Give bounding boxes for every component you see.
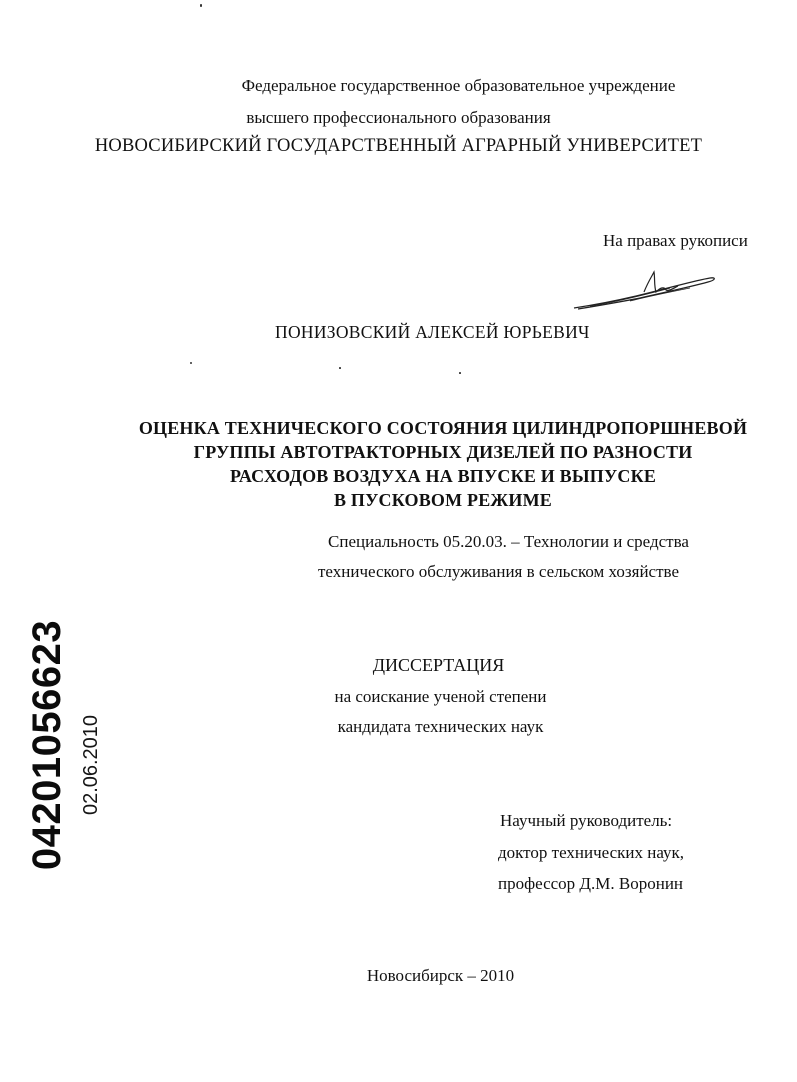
- manuscript-rights-note: На правах рукописи: [603, 231, 748, 250]
- signature-graphic: [570, 268, 720, 313]
- degree-line-1: на соискание ученой степени: [334, 687, 547, 706]
- title-line: РАСХОДОВ ВОЗДУХА НА ВПУСКЕ И ВЫПУСКЕ: [229, 466, 657, 486]
- library-stamp-date: 02.06.2010: [80, 714, 102, 816]
- institution-line-1: Федеральное государственное образовательное учреждение: [241, 76, 676, 95]
- supervisor-line-3: профессор Д.М. Воронин: [498, 874, 684, 893]
- title-line: ОЦЕНКА ТЕХНИЧЕСКОГО СОСТОЯНИЯ ЦИЛИНДРОПОРШНЕВОЙ: [138, 418, 748, 438]
- city-year: Новосибирск – 2010: [366, 966, 515, 985]
- dissertation-label: ДИССЕРТАЦИЯ: [372, 655, 505, 675]
- scan-speck: [200, 4, 202, 7]
- scan-speck: [459, 372, 461, 374]
- supervisor-line-1: Научный руководитель:: [500, 811, 673, 830]
- specialty-line-2: технического обслуживания в сельском хозяйстве: [318, 562, 679, 581]
- title-line: ГРУППЫ АВТОТРАКТОРНЫХ ДИЗЕЛЕЙ ПО РАЗНОСТИ: [193, 442, 693, 462]
- scan-speck: [190, 362, 192, 364]
- degree-line-2: кандидата технических наук: [337, 717, 544, 736]
- specialty-line-1: Специальность 05.20.03. – Технологии и средства: [328, 532, 689, 551]
- institution-line-3: НОВОСИБИРСКИЙ ГОСУДАРСТВЕННЫЙ АГРАРНЫЙ УНИВЕРСИТЕТ: [94, 136, 703, 156]
- supervisor-line-2: доктор технических наук,: [498, 843, 685, 862]
- library-stamp-number: 04201056623: [25, 619, 69, 871]
- title-line: В ПУСКОВОМ РЕЖИМЕ: [333, 490, 552, 510]
- author-name: ПОНИЗОВСКИЙ АЛЕКСЕЙ ЮРЬЕВИЧ: [275, 322, 590, 342]
- scan-speck: [339, 367, 341, 369]
- dissertation-title: [0, 416, 797, 512]
- institution-line-2: высшего профессионального образования: [246, 108, 551, 127]
